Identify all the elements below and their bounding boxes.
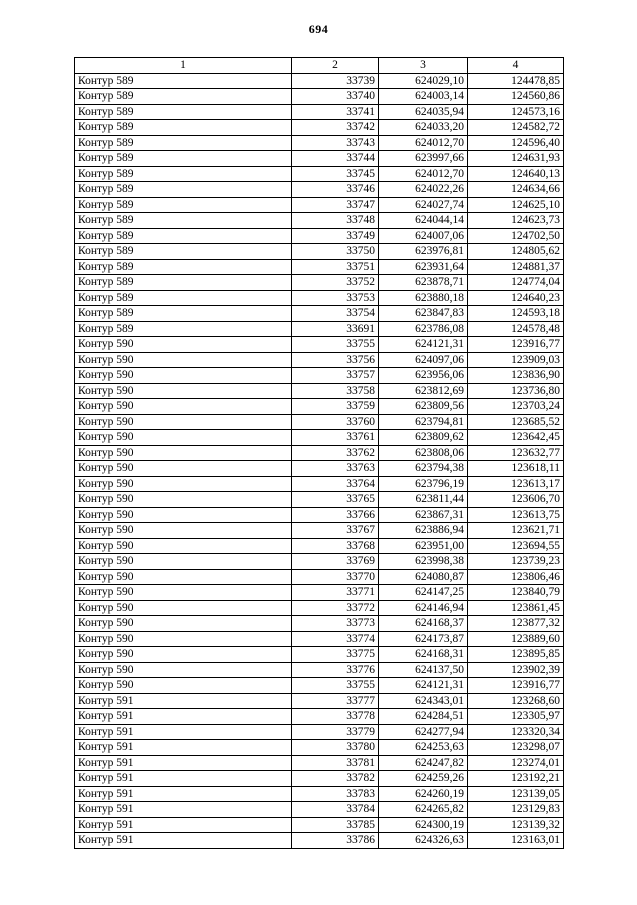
y-coordinate-cell: 124623,73 (468, 213, 564, 229)
point-number-cell: 33768 (292, 538, 379, 554)
x-coordinate-cell: 623847,83 (379, 306, 468, 322)
table-row (75, 166, 564, 182)
point-number-cell: 33760 (292, 414, 379, 430)
point-number-cell: 33745 (292, 166, 379, 182)
y-coordinate-cell: 124625,10 (468, 197, 564, 213)
contour-name-cell: Контур 591 (75, 724, 292, 740)
point-number-cell: 33776 (292, 662, 379, 678)
x-coordinate-cell: 623867,31 (379, 507, 468, 523)
contour-name-cell: Контур 590 (75, 647, 292, 663)
contour-name-cell: Контур 589 (75, 259, 292, 275)
contour-name-cell: Контур 589 (75, 166, 292, 182)
contour-name-cell: Контур 590 (75, 352, 292, 368)
y-coordinate-cell: 123902,39 (468, 662, 564, 678)
point-number-cell: 33773 (292, 616, 379, 632)
table-row (75, 569, 564, 585)
y-coordinate-cell: 123129,83 (468, 802, 564, 818)
x-coordinate-cell: 624146,94 (379, 600, 468, 616)
page-number: 694 (308, 22, 329, 36)
y-coordinate-cell: 123916,77 (468, 337, 564, 353)
contour-name-cell: Контур 590 (75, 414, 292, 430)
point-number-cell: 33752 (292, 275, 379, 291)
point-number-cell: 33770 (292, 569, 379, 585)
table-row (75, 693, 564, 709)
y-coordinate-cell: 123642,45 (468, 430, 564, 446)
contour-name-cell: Контур 591 (75, 740, 292, 756)
x-coordinate-cell: 624007,06 (379, 228, 468, 244)
point-number-cell: 33769 (292, 554, 379, 570)
point-number-cell: 33762 (292, 445, 379, 461)
table-row (75, 740, 564, 756)
y-coordinate-cell: 123739,23 (468, 554, 564, 570)
y-coordinate-cell: 123836,90 (468, 368, 564, 384)
header-row (75, 58, 564, 74)
table-row (75, 631, 564, 647)
x-coordinate-cell: 624326,63 (379, 833, 468, 849)
point-number-cell: 33772 (292, 600, 379, 616)
table-row (75, 182, 564, 198)
point-number-cell: 33748 (292, 213, 379, 229)
y-coordinate-cell: 123606,70 (468, 492, 564, 508)
table-row (75, 771, 564, 787)
table-row (75, 244, 564, 260)
contour-name-cell: Контур 591 (75, 771, 292, 787)
point-number-cell: 33755 (292, 678, 379, 694)
point-number-cell: 33755 (292, 337, 379, 353)
contour-name-cell: Контур 590 (75, 678, 292, 694)
x-coordinate-cell: 623880,18 (379, 290, 468, 306)
y-coordinate-cell: 123621,71 (468, 523, 564, 539)
table-row (75, 89, 564, 105)
x-coordinate-cell: 623794,38 (379, 461, 468, 477)
y-coordinate-cell: 123163,01 (468, 833, 564, 849)
y-coordinate-cell: 123320,34 (468, 724, 564, 740)
y-coordinate-cell: 123877,32 (468, 616, 564, 632)
y-coordinate-cell: 123613,75 (468, 507, 564, 523)
contour-name-cell: Контур 591 (75, 802, 292, 818)
x-coordinate-cell: 623809,62 (379, 430, 468, 446)
contour-name-cell: Контур 589 (75, 182, 292, 198)
contour-name-cell: Контур 590 (75, 569, 292, 585)
x-coordinate-cell: 623809,56 (379, 399, 468, 415)
y-coordinate-cell: 124774,04 (468, 275, 564, 291)
table-row (75, 213, 564, 229)
y-coordinate-cell: 124634,66 (468, 182, 564, 198)
x-coordinate-cell: 624027,74 (379, 197, 468, 213)
table-row (75, 321, 564, 337)
header-col-2: 2 (292, 58, 379, 74)
table-row (75, 290, 564, 306)
table-row (75, 724, 564, 740)
table-row (75, 197, 564, 213)
point-number-cell: 33771 (292, 585, 379, 601)
x-coordinate-cell: 623794,81 (379, 414, 468, 430)
point-number-cell: 33766 (292, 507, 379, 523)
contour-name-cell: Контур 590 (75, 523, 292, 539)
x-coordinate-cell: 624168,31 (379, 647, 468, 663)
header-col-1: 1 (75, 58, 292, 74)
point-number-cell: 33782 (292, 771, 379, 787)
point-number-cell: 33741 (292, 104, 379, 120)
contour-name-cell: Контур 590 (75, 662, 292, 678)
y-coordinate-cell: 124578,48 (468, 321, 564, 337)
contour-name-cell: Контур 589 (75, 151, 292, 167)
y-coordinate-cell: 123685,52 (468, 414, 564, 430)
header-col-4: 4 (468, 58, 564, 74)
x-coordinate-cell: 624259,26 (379, 771, 468, 787)
point-number-cell: 33775 (292, 647, 379, 663)
x-coordinate-cell: 623808,06 (379, 445, 468, 461)
point-number-cell: 33751 (292, 259, 379, 275)
contour-name-cell: Контур 590 (75, 399, 292, 415)
point-number-cell: 33756 (292, 352, 379, 368)
y-coordinate-cell: 123840,79 (468, 585, 564, 601)
contour-name-cell: Контур 590 (75, 616, 292, 632)
table-row (75, 802, 564, 818)
point-number-cell: 33753 (292, 290, 379, 306)
x-coordinate-cell: 623956,06 (379, 368, 468, 384)
table-row (75, 120, 564, 136)
point-number-cell: 33754 (292, 306, 379, 322)
y-coordinate-cell: 123736,80 (468, 383, 564, 399)
contour-name-cell: Контур 590 (75, 383, 292, 399)
point-number-cell: 33743 (292, 135, 379, 151)
x-coordinate-cell: 624097,06 (379, 352, 468, 368)
table-row (75, 228, 564, 244)
table-row (75, 461, 564, 477)
table-row (75, 414, 564, 430)
contour-name-cell: Контур 589 (75, 213, 292, 229)
coordinates-table (74, 57, 564, 849)
point-number-cell: 33742 (292, 120, 379, 136)
point-number-cell: 33784 (292, 802, 379, 818)
table-row (75, 662, 564, 678)
contour-name-cell: Контур 590 (75, 585, 292, 601)
x-coordinate-cell: 624137,50 (379, 662, 468, 678)
y-coordinate-cell: 124640,13 (468, 166, 564, 182)
point-number-cell: 33740 (292, 89, 379, 105)
x-coordinate-cell: 623997,66 (379, 151, 468, 167)
point-number-cell: 33785 (292, 817, 379, 833)
x-coordinate-cell: 623998,38 (379, 554, 468, 570)
x-coordinate-cell: 624173,87 (379, 631, 468, 647)
table-row (75, 647, 564, 663)
table-row (75, 833, 564, 849)
contour-name-cell: Контур 589 (75, 135, 292, 151)
x-coordinate-cell: 624147,25 (379, 585, 468, 601)
contour-name-cell: Контур 591 (75, 709, 292, 725)
table-row (75, 817, 564, 833)
contour-name-cell: Контур 590 (75, 554, 292, 570)
contour-name-cell: Контур 590 (75, 337, 292, 353)
point-number-cell: 33777 (292, 693, 379, 709)
table-row (75, 554, 564, 570)
table-row (75, 275, 564, 291)
y-coordinate-cell: 124478,85 (468, 73, 564, 89)
point-number-cell: 33786 (292, 833, 379, 849)
y-coordinate-cell: 124805,62 (468, 244, 564, 260)
x-coordinate-cell: 623878,71 (379, 275, 468, 291)
contour-name-cell: Контур 589 (75, 197, 292, 213)
x-coordinate-cell: 623796,19 (379, 476, 468, 492)
point-number-cell: 33750 (292, 244, 379, 260)
point-number-cell: 33759 (292, 399, 379, 415)
x-coordinate-cell: 624080,87 (379, 569, 468, 585)
table-row (75, 337, 564, 353)
table-row (75, 709, 564, 725)
y-coordinate-cell: 123298,07 (468, 740, 564, 756)
contour-name-cell: Контур 589 (75, 275, 292, 291)
y-coordinate-cell: 123632,77 (468, 445, 564, 461)
point-number-cell: 33763 (292, 461, 379, 477)
contour-name-cell: Контур 589 (75, 89, 292, 105)
x-coordinate-cell: 624044,14 (379, 213, 468, 229)
x-coordinate-cell: 623976,81 (379, 244, 468, 260)
x-coordinate-cell: 623812,69 (379, 383, 468, 399)
y-coordinate-cell: 123806,46 (468, 569, 564, 585)
x-coordinate-cell: 623786,08 (379, 321, 468, 337)
x-coordinate-cell: 624277,94 (379, 724, 468, 740)
contour-name-cell: Контур 589 (75, 104, 292, 120)
x-coordinate-cell: 624012,70 (379, 166, 468, 182)
table-row (75, 368, 564, 384)
table-header (75, 58, 564, 74)
table-row (75, 585, 564, 601)
y-coordinate-cell: 123618,11 (468, 461, 564, 477)
point-number-cell: 33781 (292, 755, 379, 771)
contour-name-cell: Контур 590 (75, 461, 292, 477)
contour-name-cell: Контур 590 (75, 445, 292, 461)
table-row (75, 678, 564, 694)
x-coordinate-cell: 623931,64 (379, 259, 468, 275)
table-row (75, 399, 564, 415)
point-number-cell: 33780 (292, 740, 379, 756)
x-coordinate-cell: 624022,26 (379, 182, 468, 198)
table-row (75, 600, 564, 616)
point-number-cell: 33739 (292, 73, 379, 89)
x-coordinate-cell: 624003,14 (379, 89, 468, 105)
x-coordinate-cell: 624247,82 (379, 755, 468, 771)
point-number-cell: 33744 (292, 151, 379, 167)
table-row (75, 151, 564, 167)
y-coordinate-cell: 123916,77 (468, 678, 564, 694)
x-coordinate-cell: 623886,94 (379, 523, 468, 539)
y-coordinate-cell: 124631,93 (468, 151, 564, 167)
x-coordinate-cell: 624121,31 (379, 337, 468, 353)
point-number-cell: 33749 (292, 228, 379, 244)
x-coordinate-cell: 624033,20 (379, 120, 468, 136)
contour-name-cell: Контур 589 (75, 73, 292, 89)
x-coordinate-cell: 624035,94 (379, 104, 468, 120)
y-coordinate-cell: 124702,50 (468, 228, 564, 244)
y-coordinate-cell: 123192,21 (468, 771, 564, 787)
contour-name-cell: Контур 590 (75, 538, 292, 554)
table-row (75, 492, 564, 508)
y-coordinate-cell: 123895,85 (468, 647, 564, 663)
contour-name-cell: Контур 591 (75, 755, 292, 771)
x-coordinate-cell: 624265,82 (379, 802, 468, 818)
y-coordinate-cell: 124593,18 (468, 306, 564, 322)
contour-name-cell: Контур 590 (75, 430, 292, 446)
y-coordinate-cell: 124582,72 (468, 120, 564, 136)
y-coordinate-cell: 124573,16 (468, 104, 564, 120)
table-row (75, 135, 564, 151)
table-row (75, 538, 564, 554)
point-number-cell: 33758 (292, 383, 379, 399)
y-coordinate-cell: 123613,17 (468, 476, 564, 492)
table-row (75, 445, 564, 461)
contour-name-cell: Контур 590 (75, 476, 292, 492)
y-coordinate-cell: 124881,37 (468, 259, 564, 275)
contour-name-cell: Контур 589 (75, 120, 292, 136)
point-number-cell: 33691 (292, 321, 379, 337)
contour-name-cell: Контур 589 (75, 321, 292, 337)
contour-name-cell: Контур 590 (75, 507, 292, 523)
header-col-3: 3 (379, 58, 468, 74)
table-row (75, 104, 564, 120)
point-number-cell: 33757 (292, 368, 379, 384)
y-coordinate-cell: 123268,60 (468, 693, 564, 709)
point-number-cell: 33767 (292, 523, 379, 539)
x-coordinate-cell: 624012,70 (379, 135, 468, 151)
contour-name-cell: Контур 589 (75, 228, 292, 244)
table-row (75, 755, 564, 771)
contour-name-cell: Контур 591 (75, 786, 292, 802)
y-coordinate-cell: 123909,03 (468, 352, 564, 368)
point-number-cell: 33747 (292, 197, 379, 213)
point-number-cell: 33765 (292, 492, 379, 508)
contour-name-cell: Контур 590 (75, 600, 292, 616)
x-coordinate-cell: 623811,44 (379, 492, 468, 508)
point-number-cell: 33779 (292, 724, 379, 740)
y-coordinate-cell: 124596,40 (468, 135, 564, 151)
contour-name-cell: Контур 591 (75, 833, 292, 849)
x-coordinate-cell: 624253,63 (379, 740, 468, 756)
table-row (75, 507, 564, 523)
y-coordinate-cell: 124560,86 (468, 89, 564, 105)
y-coordinate-cell: 123694,55 (468, 538, 564, 554)
point-number-cell: 33761 (292, 430, 379, 446)
x-coordinate-cell: 623951,00 (379, 538, 468, 554)
x-coordinate-cell: 624343,01 (379, 693, 468, 709)
point-number-cell: 33778 (292, 709, 379, 725)
y-coordinate-cell: 123305,97 (468, 709, 564, 725)
table-row (75, 383, 564, 399)
table-row (75, 476, 564, 492)
point-number-cell: 33783 (292, 786, 379, 802)
y-coordinate-cell: 124640,23 (468, 290, 564, 306)
contour-name-cell: Контур 590 (75, 631, 292, 647)
table-row (75, 616, 564, 632)
y-coordinate-cell: 123139,32 (468, 817, 564, 833)
contour-name-cell: Контур 591 (75, 693, 292, 709)
contour-name-cell: Контур 589 (75, 244, 292, 260)
point-number-cell: 33774 (292, 631, 379, 647)
contour-name-cell: Контур 589 (75, 306, 292, 322)
table-row (75, 523, 564, 539)
table-row (75, 786, 564, 802)
y-coordinate-cell: 123274,01 (468, 755, 564, 771)
contour-name-cell: Контур 590 (75, 492, 292, 508)
contour-name-cell: Контур 590 (75, 368, 292, 384)
y-coordinate-cell: 123861,45 (468, 600, 564, 616)
table-row (75, 306, 564, 322)
x-coordinate-cell: 624300,19 (379, 817, 468, 833)
point-number-cell: 33746 (292, 182, 379, 198)
point-number-cell: 33764 (292, 476, 379, 492)
y-coordinate-cell: 123889,60 (468, 631, 564, 647)
table-row (75, 352, 564, 368)
y-coordinate-cell: 123139,05 (468, 786, 564, 802)
table-row (75, 430, 564, 446)
x-coordinate-cell: 624121,31 (379, 678, 468, 694)
contour-name-cell: Контур 589 (75, 290, 292, 306)
table-row (75, 73, 564, 89)
contour-name-cell: Контур 591 (75, 817, 292, 833)
x-coordinate-cell: 624029,10 (379, 73, 468, 89)
y-coordinate-cell: 123703,24 (468, 399, 564, 415)
x-coordinate-cell: 624260,19 (379, 786, 468, 802)
x-coordinate-cell: 624168,37 (379, 616, 468, 632)
table-body (75, 73, 564, 848)
table-row (75, 259, 564, 275)
x-coordinate-cell: 624284,51 (379, 709, 468, 725)
